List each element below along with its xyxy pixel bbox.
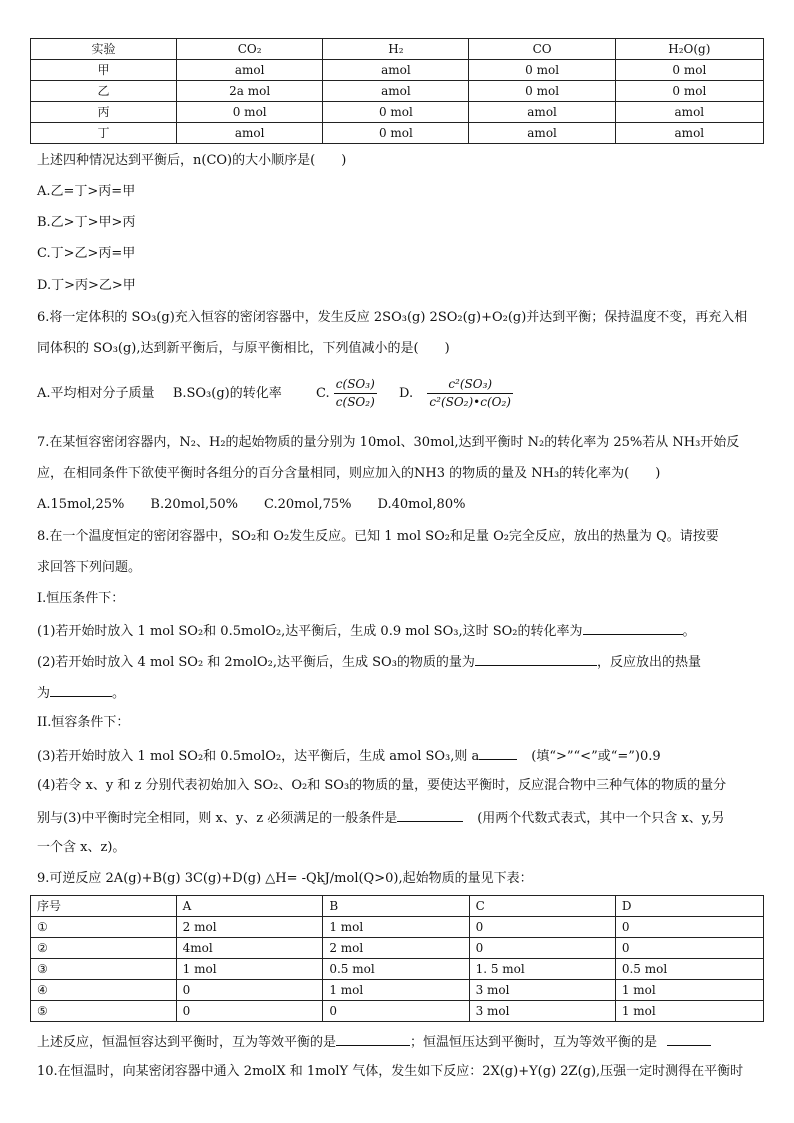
experiment-table-header-cell: CO <box>469 39 615 60</box>
q8-sub4-line1: (4)若令 x、y 和 z 分别代表初始加入 SO₂、O₂和 SO₃的物质的量，要使达平衡时，反应混合物中三种气体的物质的量分 <box>37 778 727 793</box>
q9-table-row <box>31 959 764 980</box>
q5-option-b: B.乙>丁>甲>丙 <box>37 215 136 230</box>
q9-table-cell: 1 mol <box>615 980 763 1001</box>
q6-line2: 同体积的 SO₃(g),达到新平衡后，与原平衡相比，下列值减小的是( ) <box>37 341 450 356</box>
q9-constant-pressure-blank[interactable] <box>667 1031 711 1046</box>
q7-line1: 7.在某恒容密闭容器内，N₂、H₂的起始物质的量分别为 10mol、30mol,达到平衡时 N₂的转化率为 25%若从 NH₃开始反 <box>37 435 740 450</box>
q8-sub4-line2: 别与(3)中平衡时完全相同，则 x、y、z 必须满足的一般条件是 (用两个代数式表式，其中一个只含 x、y,另 <box>37 807 725 829</box>
q8-sub1-answer-blank[interactable] <box>583 620 683 635</box>
q9-after: 上述反应，恒温恒容达到平衡时，互为等效平衡的是 ；恒温恒压达到平衡时，互为等效平衡的是 <box>37 1031 711 1053</box>
experiment-table-row <box>31 123 764 144</box>
q8-line2: 求回答下列问题。 <box>37 560 142 575</box>
experiment-table-header-cell: H₂ <box>323 39 469 60</box>
experiment-table-cell: amol <box>323 81 469 102</box>
q8-sub3: (3)若开始时放入 1 mol SO₂和 0.5molO₂，达平衡后，生成 amol SO₃,则 a (填“>”“<”或“=”)0.9 <box>37 745 661 767</box>
q9-table-header-cell: A <box>176 896 323 917</box>
q9-table-header-cell: C <box>469 896 615 917</box>
q10-line1: 10.在恒温时，向某密闭容器中通入 2molX 和 1molY 气体，发生如下反应：2X(g)+Y(g) 2Z(g),压强一定时测得在平衡时 <box>37 1064 744 1079</box>
q9-table-cell: 0 <box>469 938 615 959</box>
q8-sub4-answer-blank[interactable] <box>397 807 463 822</box>
q6-option-a: A.平均相对分子质量 <box>37 386 155 401</box>
experiment-table-header-row <box>31 39 764 60</box>
q6-option-d-label: D. <box>399 386 414 401</box>
q9-table-row <box>31 917 764 938</box>
q8-sub2-amount-blank[interactable] <box>475 651 597 666</box>
experiment-table-cell: 乙 <box>31 81 177 102</box>
experiment-table-cell: amol <box>469 102 615 123</box>
q9-table-cell: 1 mol <box>615 1001 763 1022</box>
q8-sub1: (1)若开始时放入 1 mol SO₂和 0.5molO₂,达平衡后，生成 0.9 mol SO₃,这时 SO₂的转化率为 。 <box>37 620 696 642</box>
q6-option-d-numerator: c²(SO₃) <box>427 376 513 394</box>
q9-table-cell: 0 <box>176 1001 323 1022</box>
q9-table-cell: 0 <box>469 917 615 938</box>
q9-table-cell: 3 mol <box>469 980 615 1001</box>
q9-constant-volume-blank[interactable] <box>336 1031 410 1046</box>
experiment-table-header-cell: H₂O(g) <box>615 39 763 60</box>
experiment-table-row <box>31 102 764 123</box>
experiment-table-header-cell: 实验 <box>31 39 177 60</box>
experiment-table-cell: 丁 <box>31 123 177 144</box>
experiment-table <box>30 38 764 144</box>
experiment-table-cell: 0 mol <box>469 81 615 102</box>
q6-option-c-numerator: c(SO₃) <box>334 376 377 394</box>
experiment-table-cell: 0 mol <box>323 123 469 144</box>
q9-table-cell: 0 <box>615 938 763 959</box>
q6-line1: 6.将一定体积的 SO₃(g)充入恒容的密闭容器中，发生反应 2SO₃(g) 2SO₂(g)+O₂(g)并达到平衡；保持温度不变，再充入相 <box>37 310 748 325</box>
q9-table-row <box>31 980 764 1001</box>
q7-option-d: D.40mol,80% <box>377 497 466 512</box>
q9-table-cell: 0 <box>176 980 323 1001</box>
experiment-table-row <box>31 81 764 102</box>
experiment-table-cell: amol <box>469 123 615 144</box>
experiment-table-header-cell: CO₂ <box>177 39 323 60</box>
q6-option-b: B.SO₃(g)的转化率 <box>172 386 282 401</box>
q8-part2-heading: II.恒容条件下： <box>37 715 130 730</box>
q6-option-d-fraction <box>427 376 513 411</box>
experiment-table-cell: amol <box>615 102 763 123</box>
q5-option-a: A.乙=丁>丙=甲 <box>37 184 136 199</box>
q9-table-cell: 2 mol <box>323 938 469 959</box>
q9-table-cell: 0.5 mol <box>323 959 469 980</box>
experiment-table-cell: amol <box>177 123 323 144</box>
q9-table-cell: 1 mol <box>176 959 323 980</box>
q8-sub4-line3: 一个含 x、z)。 <box>37 840 126 855</box>
q8-sub2-cont: 为 。 <box>37 682 125 704</box>
experiment-table-cell: amol <box>323 60 469 81</box>
experiment-table-cell: amol <box>615 123 763 144</box>
experiment-table-cell: 2a mol <box>177 81 323 102</box>
q5-option-d: D.丁>丙>乙>甲 <box>37 278 136 293</box>
q9-table-cell: 1 mol <box>323 980 469 1001</box>
q9-table-cell: 0 <box>323 1001 469 1022</box>
q9-table-cell: 0 <box>615 917 763 938</box>
q7-option-b: B.20mol,50% <box>150 497 238 512</box>
q9-table-header-cell: D <box>615 896 763 917</box>
q7-option-a: A.15mol,25% <box>37 497 125 512</box>
q6-options <box>37 374 513 414</box>
experiment-table-cell: 0 mol <box>323 102 469 123</box>
q6-option-c-fraction <box>334 376 377 411</box>
q9-table-header-row <box>31 896 764 917</box>
q8-part1-heading: I.恒压条件下： <box>37 591 125 606</box>
q7-line2: 应，在相同条件下欲使平衡时各组分的百分含量相同，则应加入的NH3 的物质的量及 NH₃的转化率为( ) <box>37 466 661 481</box>
q9-table-cell: 0.5 mol <box>615 959 763 980</box>
experiment-table-cell: 0 mol <box>615 60 763 81</box>
q9-table-row <box>31 938 764 959</box>
q8-sub2-heat-blank[interactable] <box>50 682 112 697</box>
q9-table-cell: 1 mol <box>323 917 469 938</box>
experiment-table-cell: amol <box>177 60 323 81</box>
q9-table-cell: ② <box>31 938 177 959</box>
q8-sub2: (2)若开始时放入 4 mol SO₂ 和 2molO₂,达平衡后，生成 SO₃的物质的量为 ，反应放出的热量 <box>37 651 701 673</box>
q9-table-cell: 1. 5 mol <box>469 959 615 980</box>
experiment-table-cell: 丙 <box>31 102 177 123</box>
q9-table-cell: ③ <box>31 959 177 980</box>
q9-table-cell: ④ <box>31 980 177 1001</box>
q8-sub3-answer-blank[interactable] <box>479 745 517 760</box>
experiment-table-row <box>31 60 764 81</box>
experiment-table-cell: 0 mol <box>615 81 763 102</box>
q9-table <box>30 895 764 1022</box>
experiment-table-cell: 0 mol <box>469 60 615 81</box>
q6-option-c-label: C. <box>316 386 330 401</box>
q9-table-header-cell: B <box>323 896 469 917</box>
q6-option-c-denominator: c(SO₂) <box>335 395 375 409</box>
q8-line1: 8.在一个温度恒定的密闭容器中，SO₂和 O₂发生反应。已知 1 mol SO₂和足量 O₂完全反应，放出的热量为 Q。请按要 <box>37 529 719 544</box>
q7-option-c: C.20mol,75% <box>263 497 352 512</box>
q5-option-c: C.丁>乙>丙=甲 <box>37 246 136 261</box>
q9-stem: 9.可逆反应 2A(g)+B(g) 3C(g)+D(g) △H= -QkJ/mol(Q>0),起始物质的量见下表： <box>37 871 533 886</box>
q7-options <box>37 495 465 515</box>
q9-table-cell: ① <box>31 917 177 938</box>
experiment-table-cell: 0 mol <box>177 102 323 123</box>
q6-option-d-denominator: c²(SO₂)•c(O₂) <box>429 395 511 409</box>
q9-table-cell: ⑤ <box>31 1001 177 1022</box>
experiment-table-cell: 甲 <box>31 60 177 81</box>
q9-table-cell: 4mol <box>176 938 323 959</box>
q9-table-cell: 3 mol <box>469 1001 615 1022</box>
q5-stem: 上述四种情况达到平衡后，n(CO)的大小顺序是( ) <box>37 153 347 168</box>
q9-table-header-cell: 序号 <box>31 896 177 917</box>
q9-table-row <box>31 1001 764 1022</box>
q9-table-cell: 2 mol <box>176 917 323 938</box>
